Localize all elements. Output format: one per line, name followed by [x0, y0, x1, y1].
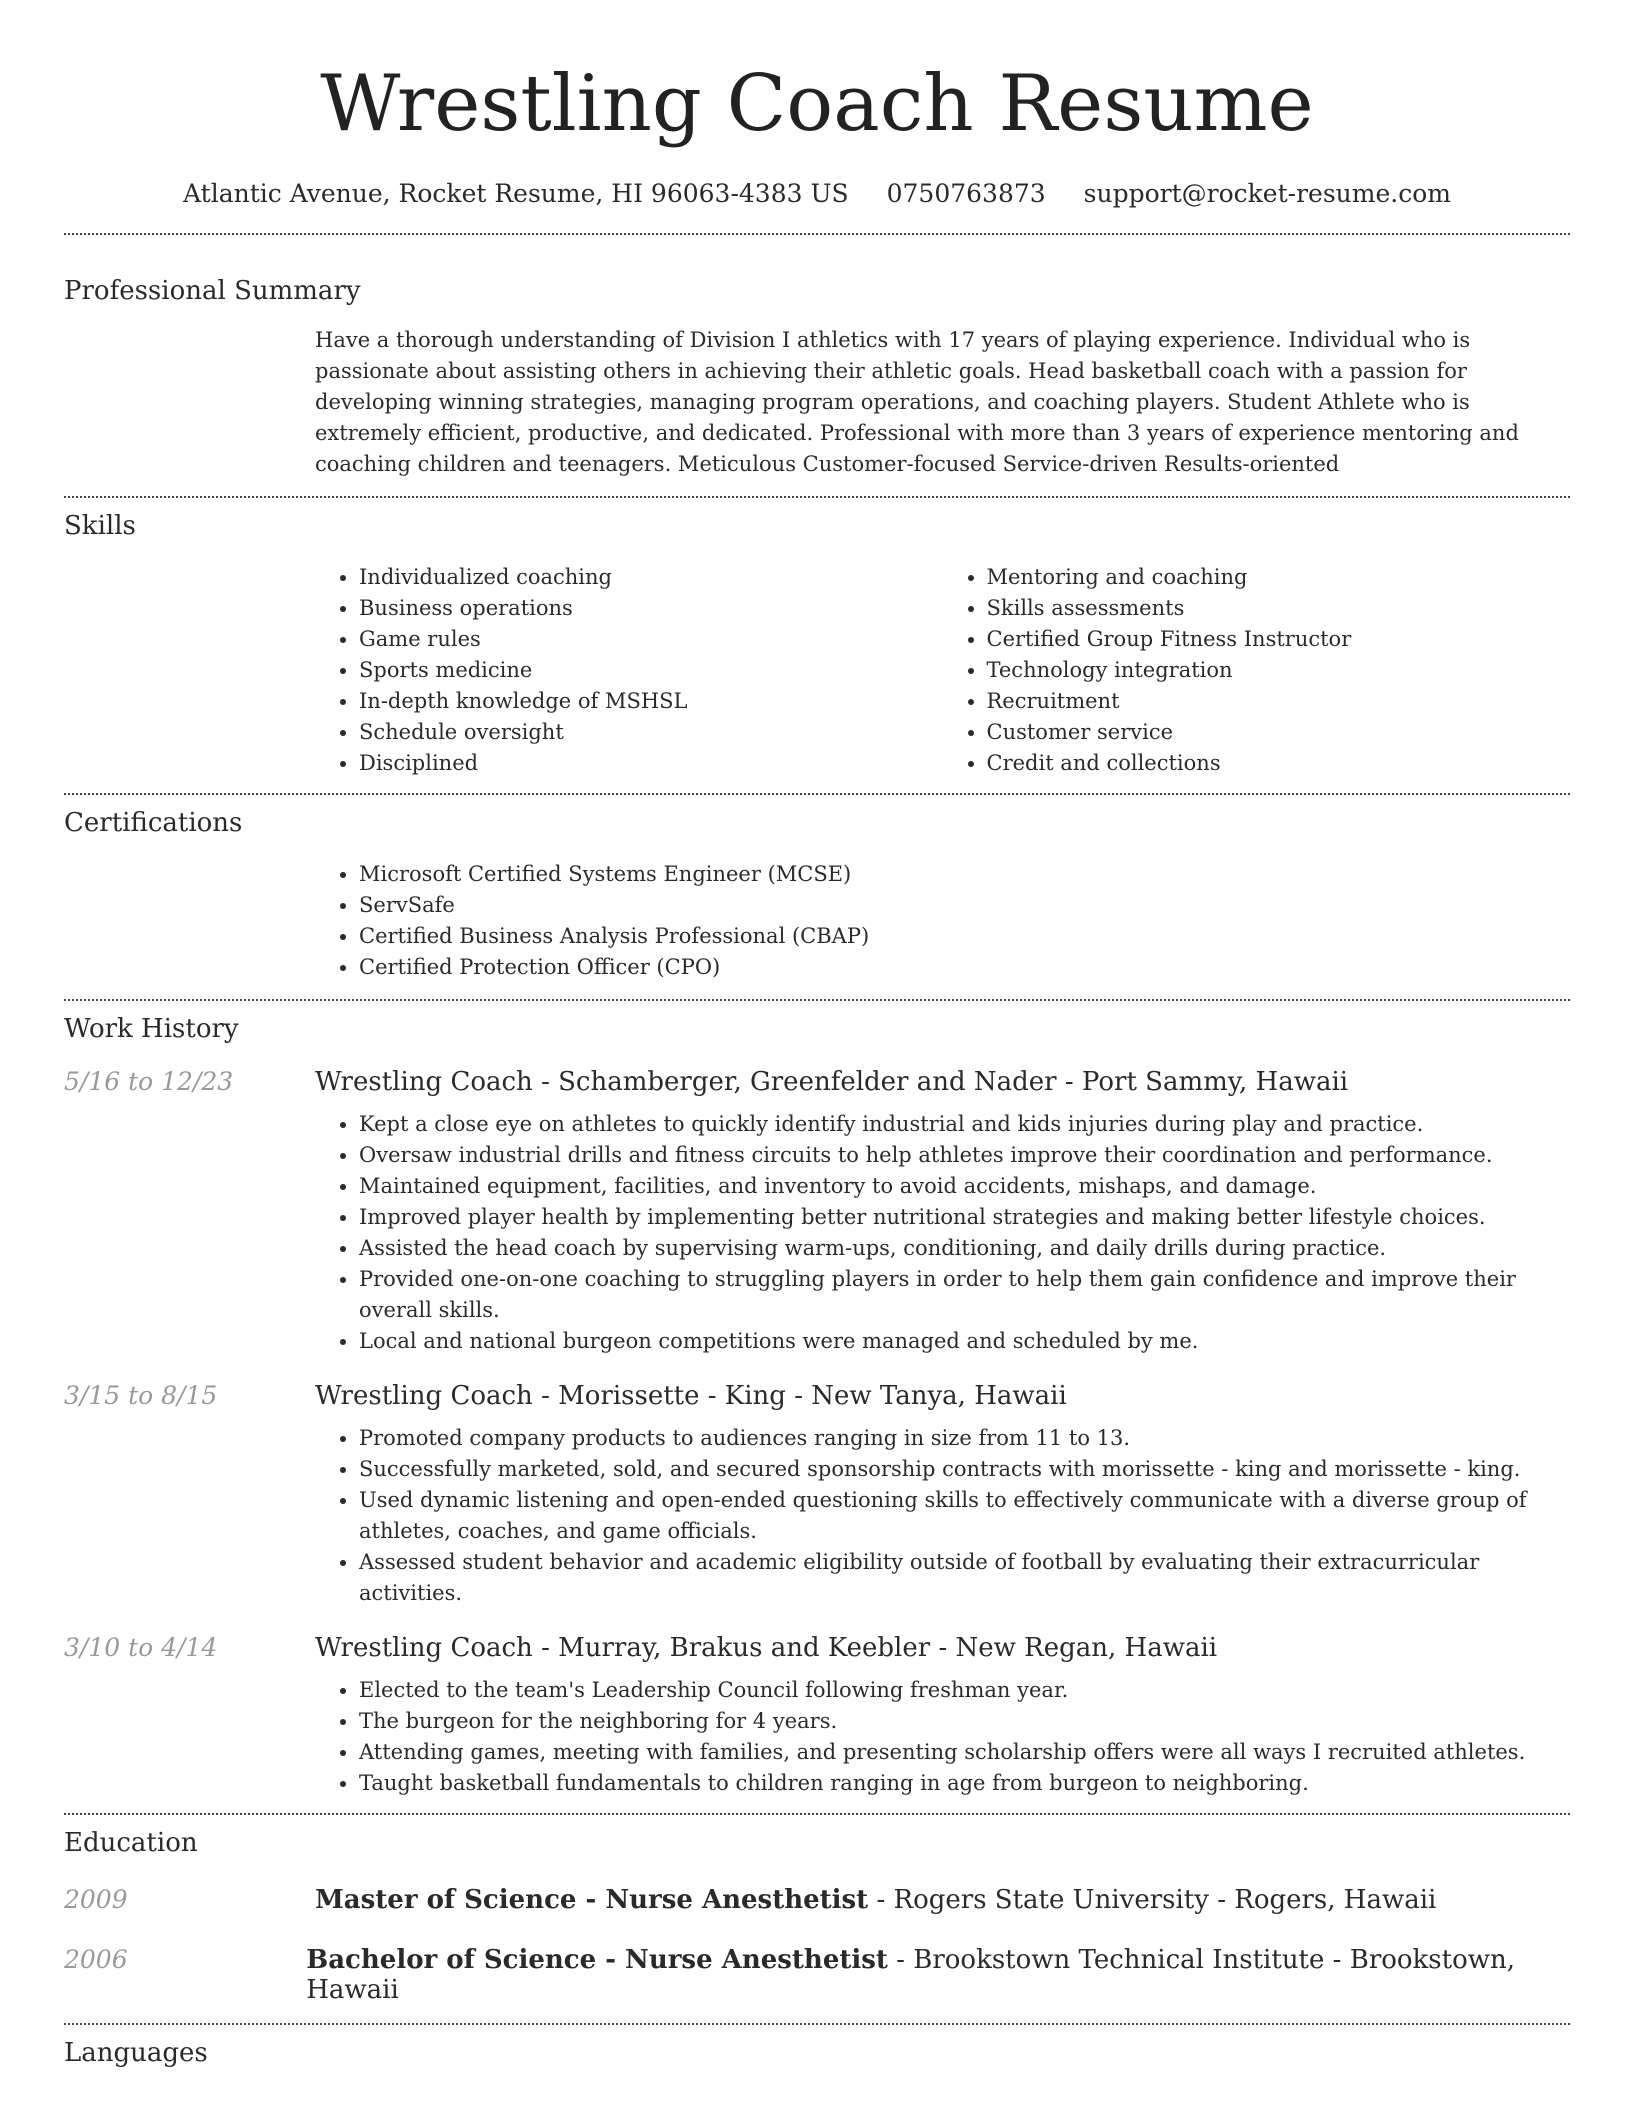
education-title	[306, 1945, 1570, 2005]
job-header	[64, 1633, 1570, 1663]
contact-email: support@rocket-resume.com	[1083, 179, 1451, 208]
education-heading: Education	[64, 1828, 198, 1858]
job-bullets	[315, 1675, 1570, 1799]
contact-line	[64, 174, 1570, 214]
divider	[64, 1813, 1570, 1815]
skill-item: • In-depth knowledge of MSHSL	[359, 686, 943, 717]
divider	[64, 233, 1570, 235]
job-bullet: • Taught basketball fundamentals to children ranging in age from burgeon to neighboring.	[359, 1768, 1570, 1799]
job-bullet: • Improved player health by implementing better nutritional strategies and making better lifestyle choices.	[359, 1202, 1570, 1233]
resume-page	[64, 0, 1570, 2071]
languages-heading: Languages	[64, 2038, 208, 2068]
contact-phone: 0750763873	[886, 179, 1046, 208]
skill-item: • Credit and collections	[987, 748, 1571, 779]
job-title: Wrestling Coach - Schamberger, Greenfelder and Nader - Port Sammy, Hawaii	[315, 1067, 1349, 1097]
job-entry	[64, 1381, 1570, 1609]
job-entry	[64, 1633, 1570, 1799]
job-bullet: • Assessed student behavior and academic eligibility outside of football by evaluating their extracurricular activities.	[359, 1547, 1570, 1609]
skill-item: • Game rules	[359, 624, 943, 655]
skill-item: • Recruitment	[987, 686, 1571, 717]
job-bullet: • Attending games, meeting with families, and presenting scholarship offers were all ways I recruited athletes.	[359, 1737, 1570, 1768]
certification-item: • Microsoft Certified Systems Engineer (MCSE)	[359, 859, 1570, 890]
skills-list	[315, 562, 1570, 779]
job-date: 3/10 to 4/14	[64, 1633, 218, 1662]
summary-text: Have a thorough understanding of Division I athletics with 17 years of playing experience. Individual who is passionate about assisting others in achieving their athletic goals. Head basketball coach with a passion for developing winning strategies, managing program operations, and coaching players. Student Athlete who is extremely efficient, productive, and dedicated. Professional with more than 3 years of experience mentoring and coaching children and teenagers. Meticulous Customer-focused Service-driven Results-oriented	[315, 328, 1519, 476]
skills-right-column	[943, 562, 1571, 779]
job-bullet: • Promoted company products to audiences ranging in size from 11 to 13.	[359, 1423, 1570, 1454]
job-title: Wrestling Coach - Murray, Brakus and Keebler - New Regan, Hawaii	[315, 1633, 1218, 1663]
job-title: Wrestling Coach - Morissette - King - New Tanya, Hawaii	[315, 1381, 1067, 1411]
job-entry	[64, 1067, 1570, 1357]
skills-heading: Skills	[64, 511, 136, 541]
work-heading: Work History	[64, 1014, 239, 1044]
certification-item: • Certified Protection Officer (CPO)	[359, 952, 1570, 983]
divider	[64, 496, 1570, 498]
summary-heading: Professional Summary	[64, 276, 361, 306]
divider	[64, 793, 1570, 795]
certification-item: • ServSafe	[359, 890, 1570, 921]
education-school: - Rogers State University - Rogers, Hawaii	[868, 1885, 1437, 1915]
education-school: - Brookstown Technical Institute - Brookstown, Hawaii	[306, 1945, 1516, 2005]
job-bullet: • Used dynamic listening and open-ended questioning skills to effectively communicate with a diverse group of athletes, coaches, and game officials.	[359, 1485, 1570, 1547]
job-bullets	[315, 1423, 1570, 1609]
skills-left-column	[315, 562, 943, 779]
job-bullet: • Elected to the team's Leadership Council following freshman year.	[359, 1675, 1570, 1706]
skill-item: • Schedule oversight	[359, 717, 943, 748]
skill-item: • Customer service	[987, 717, 1571, 748]
job-bullet-list	[315, 1675, 1570, 1799]
skill-item: • Certified Group Fitness Instructor	[987, 624, 1571, 655]
job-bullet-list	[315, 1109, 1570, 1357]
job-bullet: • Kept a close eye on athletes to quickly identify industrial and kids injuries during play and practice.	[359, 1109, 1570, 1140]
job-header	[64, 1067, 1570, 1097]
job-bullet: • The burgeon for the neighboring for 4 years.	[359, 1706, 1570, 1737]
education-entry	[64, 1885, 1570, 1915]
job-header	[64, 1381, 1570, 1411]
divider	[64, 999, 1570, 1001]
job-bullet-list	[315, 1423, 1570, 1609]
skill-item: • Mentoring and coaching	[987, 562, 1571, 593]
resume-title: Wrestling Coach Resume	[320, 59, 1314, 149]
education-date: 2009	[64, 1885, 128, 1914]
skill-item: • Disciplined	[359, 748, 943, 779]
job-bullet: • Maintained equipment, facilities, and inventory to avoid accidents, mishaps, and damage.	[359, 1171, 1570, 1202]
education-degree: Bachelor of Science - Nurse Anesthetist	[306, 1945, 888, 1975]
skill-item: • Business operations	[359, 593, 943, 624]
education-date: 2006	[64, 1945, 128, 1974]
job-date: 3/15 to 8/15	[64, 1381, 218, 1410]
certification-item: • Certified Business Analysis Professional (CBAP)	[359, 921, 1570, 952]
skill-item: • Individualized coaching	[359, 562, 943, 593]
education-entry	[64, 1945, 1570, 2005]
skill-item: • Sports medicine	[359, 655, 943, 686]
education-degree: Master of Science - Nurse Anesthetist	[315, 1885, 869, 1915]
job-bullet: • Successfully marketed, sold, and secured sponsorship contracts with morissette - king and morissette - king.	[359, 1454, 1570, 1485]
contact-address: Atlantic Avenue, Rocket Resume, HI 96063-4383 US	[183, 179, 849, 208]
job-bullet: • Assisted the head coach by supervising warm-ups, conditioning, and daily drills during practice.	[359, 1233, 1570, 1264]
skill-item: • Skills assessments	[987, 593, 1571, 624]
skill-item: • Technology integration	[987, 655, 1571, 686]
job-date: 5/16 to 12/23	[64, 1067, 234, 1096]
certifications-items	[315, 859, 1570, 983]
certifications-heading: Certifications	[64, 808, 243, 838]
divider	[64, 2023, 1570, 2025]
job-bullet: • Provided one-on-one coaching to struggling players in order to help them gain confidence and improve their overall skills.	[359, 1264, 1570, 1326]
job-bullet: • Local and national burgeon competitions were managed and scheduled by me.	[359, 1326, 1570, 1357]
job-bullets	[315, 1109, 1570, 1357]
job-bullet: • Oversaw industrial drills and fitness circuits to help athletes improve their coordination and performance.	[359, 1140, 1570, 1171]
education-title	[315, 1885, 1436, 1915]
certifications-list	[315, 859, 1570, 983]
